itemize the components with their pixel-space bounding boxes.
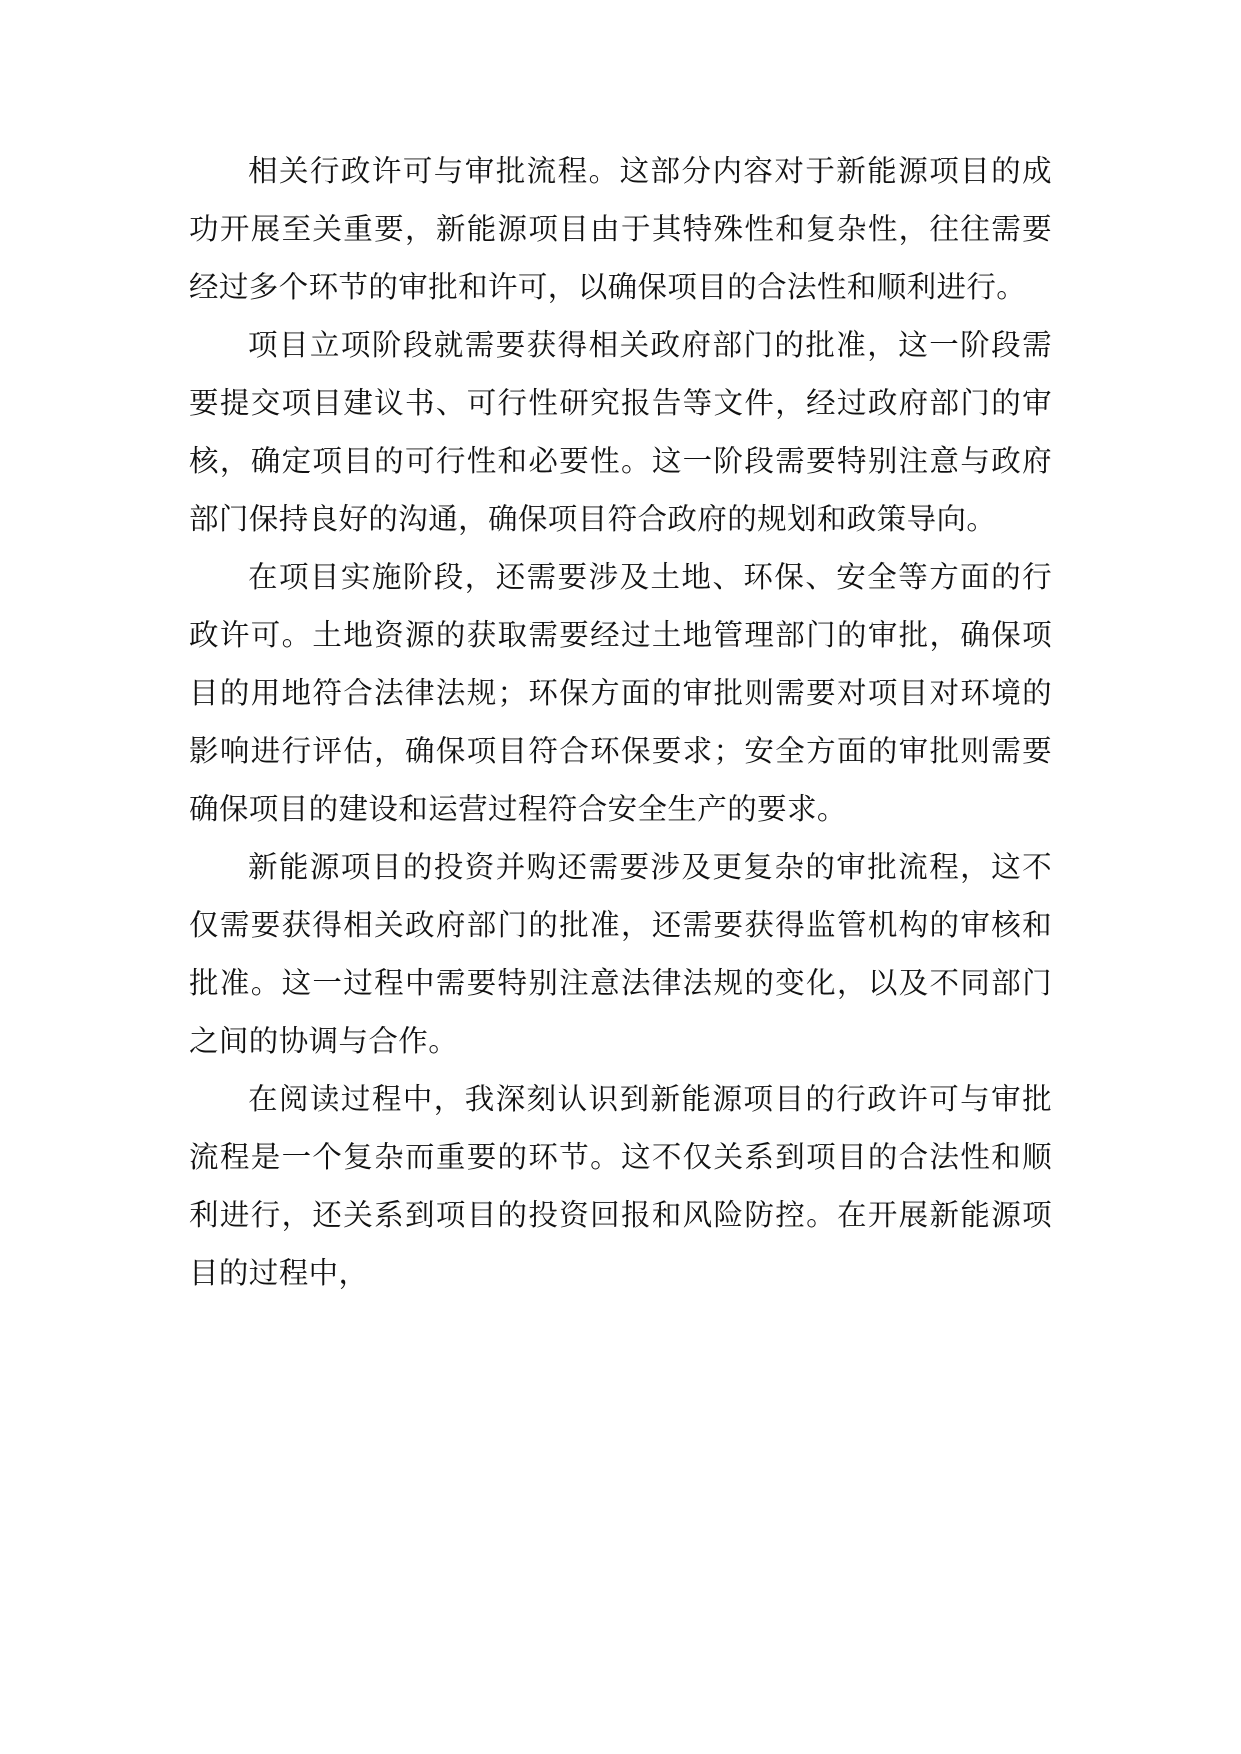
paragraph-investment-mergers: 新能源项目的投资并购还需要涉及更复杂的审批流程，这不仅需要获得相关政府部门的批准，还需要获得监管机构的审核和批准。这一过程中需要特别注意法律法规的变化，以及不同部门之间的协调与合作。: [189, 850, 1052, 1058]
paragraph-implementation-permits: 在项目实施阶段，还需要涉及土地、环保、安全等方面的行政许可。土地资源的获取需要经过土地管理部门的审批，确保项目的用地符合法律法规；环保方面的审批则需要对项目对环境的影响进行评估，确保项目符合环保要求；安全方面的审批则需要确保项目的建设和运营过程符合安全生产的要求。: [189, 560, 1052, 826]
paragraph-reading-reflection: 在阅读过程中，我深刻认识到新能源项目的行政许可与审批流程是一个复杂而重要的环节。这不仅关系到项目的合法性和顺利进行，还关系到项目的投资回报和风险防控。在开展新能源项目的过程中，: [189, 1082, 1052, 1290]
paragraph-approval-process: 相关行政许可与审批流程。这部分内容对于新能源项目的成功开展至关重要，新能源项目由于其特殊性和复杂性，往往需要经过多个环节的审批和许可，以确保项目的合法性和顺利进行。: [189, 154, 1052, 304]
document-body: [189, 142, 1052, 1302]
paragraph-project-initiation: 项目立项阶段就需要获得相关政府部门的批准，这一阶段需要提交项目建议书、可行性研究报告等文件，经过政府部门的审核，确定项目的可行性和必要性。这一阶段需要特别注意与政府部门保持良好的沟通，确保项目符合政府的规划和政策导向。: [189, 328, 1052, 536]
